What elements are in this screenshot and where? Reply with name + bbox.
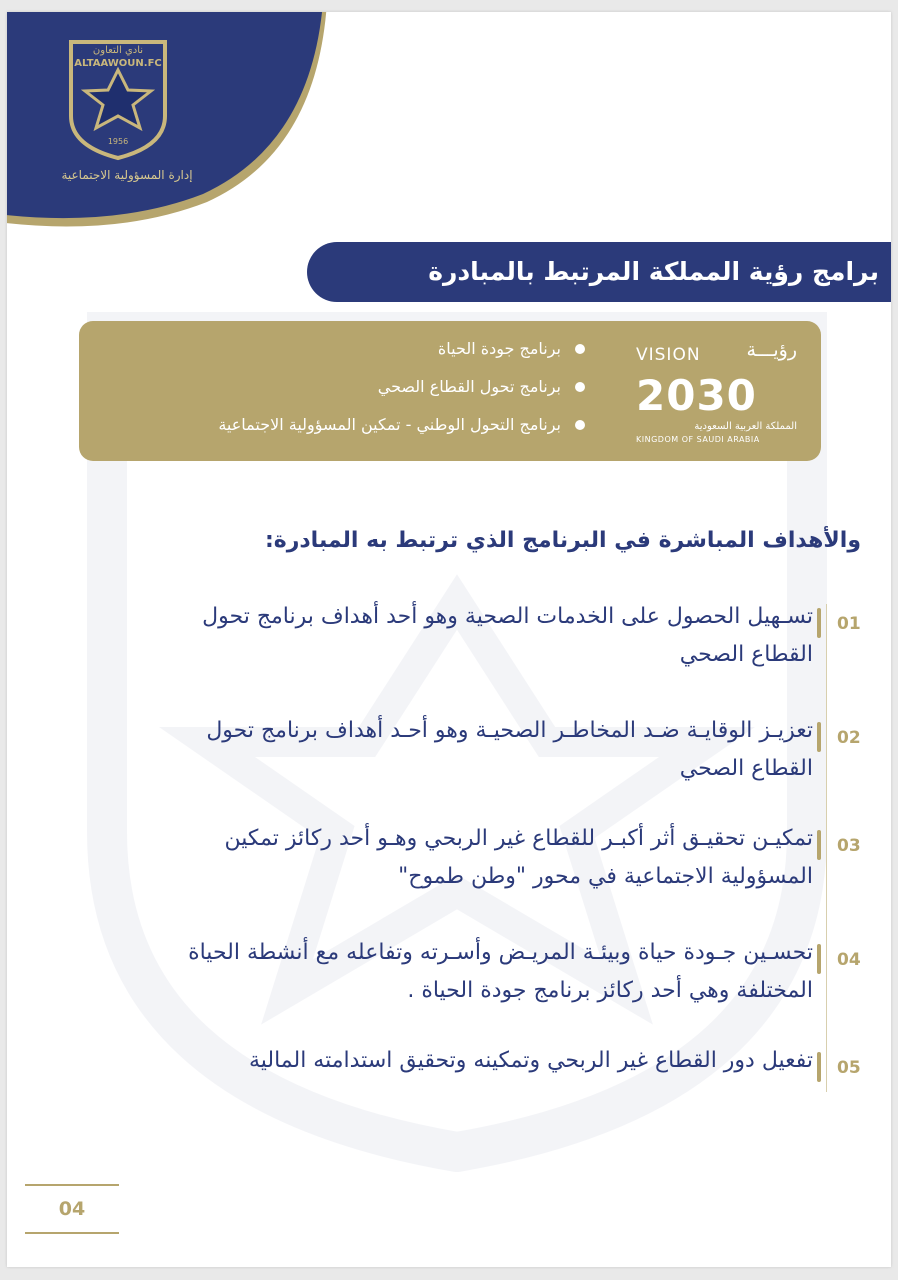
goal-marker [817, 722, 821, 752]
page-number-rule-top [25, 1184, 119, 1186]
bullet-icon [575, 382, 585, 392]
goal-item [137, 598, 877, 688]
goal-text: تعزيـز الوقايـة ضـد المخاطـر الصحيـة وهو أحـد أهداف برنامج تحول القطاع الصحي [206, 718, 813, 781]
vision-country-arabic: المملكة العربية السعودية [694, 421, 797, 432]
bullet-icon [575, 420, 585, 430]
goal-text: تفعيل دور القطاع غير الربحي وتمكينه وتحقيق استدامته المالية [248, 1048, 813, 1073]
program-label: برنامج تحول القطاع الصحي [377, 377, 561, 396]
logo-year: 1956 [107, 137, 129, 146]
document-page [7, 12, 891, 1267]
goal-item [137, 1042, 877, 1132]
goal-item [137, 712, 877, 802]
goal-text: تحسـين جـودة حياة وبيئـة المريـض وأسـرته وتفاعله مع أنشطة الحياة المختلفة وهي أحد ركائز برنامج جودة الحياة . [188, 940, 813, 1003]
department-label: إدارة المسؤولية الاجتماعية [61, 168, 193, 182]
logo-english-text: ALTAAWOUN.FC [74, 58, 162, 69]
program-item [85, 377, 585, 397]
vision-word: VISION [636, 345, 701, 365]
program-label: برنامج التحول الوطني - تمكين المسؤولية الاجتماعية [218, 415, 561, 434]
page-number: 04 [58, 1198, 86, 1220]
goal-marker [817, 608, 821, 638]
goal-number: 05 [837, 1058, 861, 1078]
vision-country-english: KINGDOM OF SAUDI ARABIA [636, 435, 760, 444]
goal-item [137, 934, 877, 1024]
goal-marker [817, 830, 821, 860]
goal-number: 02 [837, 728, 861, 748]
logo-arabic-text: نادي التعاون [92, 45, 144, 56]
goal-number: 03 [837, 836, 861, 856]
programs-list [85, 339, 585, 453]
page-title: برامج رؤية المملكة المرتبط بالمبادرة [428, 257, 879, 286]
title-banner [307, 242, 891, 302]
goal-text: تمكيـن تحقيـق أثر أكبـر للقطاع غير الربحي وهـو أحد ركائز تمكين المسؤولية الاجتماعية في محور "وطن طموح" [224, 826, 813, 889]
goal-number: 01 [837, 614, 861, 634]
vision-word-arabic: رؤيـــة [746, 339, 797, 361]
goal-marker [817, 1052, 821, 1082]
program-item [85, 415, 585, 435]
objectives-heading: والأهداف المباشرة في البرنامج الذي ترتبط به المبادرة: [264, 528, 861, 553]
goal-text: تسـهيل الحصول على الخدمات الصحية وهو أحد أهداف برنامج تحول القطاع الصحي [202, 604, 813, 667]
program-item [85, 339, 585, 359]
vision-year: 2030 [636, 371, 757, 420]
goal-marker [817, 944, 821, 974]
vision-2030-logo [636, 339, 801, 443]
goal-item [137, 820, 877, 910]
page-number-rule-bottom [25, 1232, 119, 1234]
bullet-icon [575, 344, 585, 354]
club-logo [65, 38, 171, 162]
goal-number: 04 [837, 950, 861, 970]
program-label: برنامج جودة الحياة [437, 339, 561, 358]
programs-box [79, 321, 821, 461]
